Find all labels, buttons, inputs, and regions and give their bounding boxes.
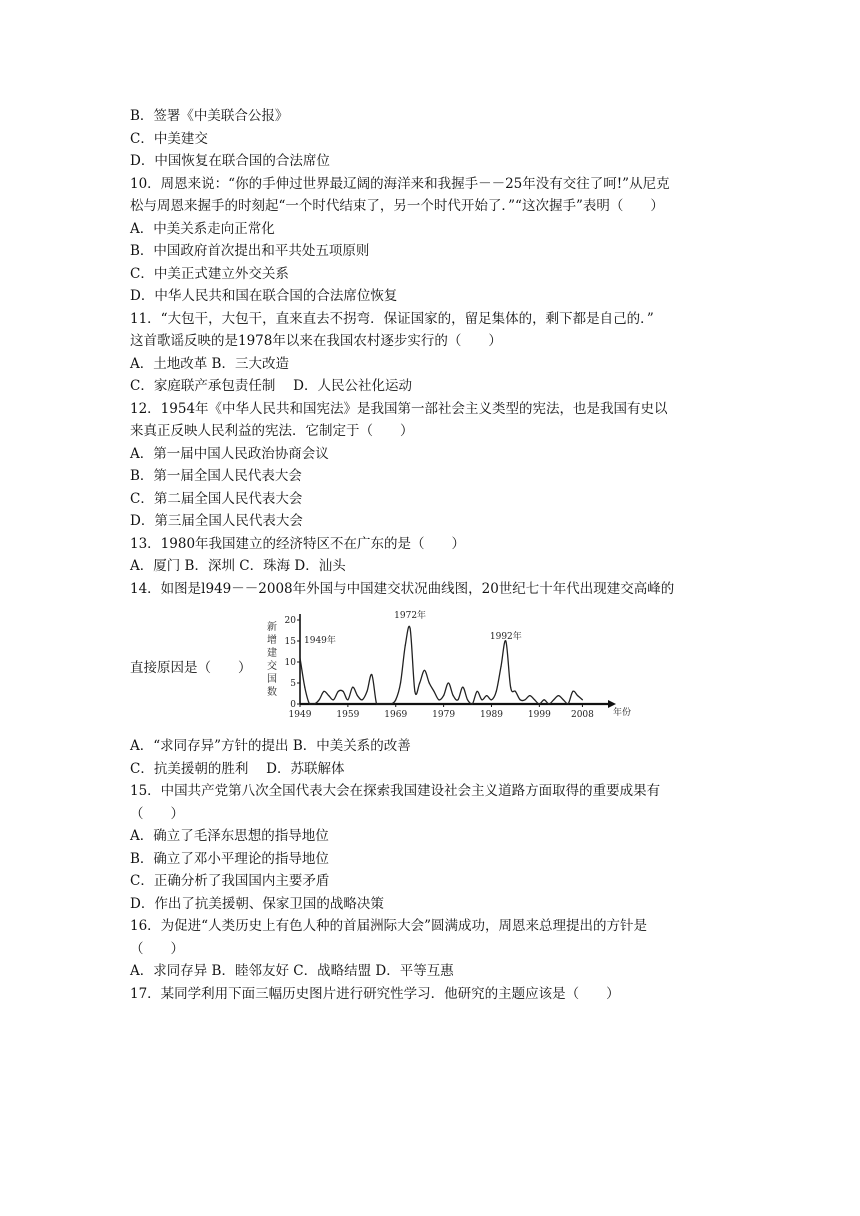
- data-point: [314, 703, 315, 704]
- y-tick-label: 5: [290, 679, 296, 689]
- question-14-tail: 直接原因是（ ）: [130, 660, 252, 676]
- text-line-8: D．中华人民共和国在联合国的合法席位恢复: [130, 288, 398, 304]
- data-point: [357, 695, 358, 696]
- data-point: [515, 691, 516, 692]
- annotation-label: 1972年: [394, 611, 427, 621]
- data-point: [424, 670, 425, 671]
- text-line-11: A．土地改革 B．三大改造: [130, 355, 289, 372]
- data-point: [563, 699, 564, 700]
- data-point: [491, 699, 492, 700]
- data-point: [582, 699, 583, 700]
- text-line-6: B．中国政府首次提出和平共处五项原则: [130, 243, 370, 259]
- data-point: [323, 691, 324, 692]
- data-point: [342, 691, 343, 692]
- data-point: [539, 703, 540, 704]
- data-point: [304, 687, 305, 688]
- data-point: [414, 691, 415, 692]
- y-axis-label: 新增建交国数: [267, 622, 277, 698]
- text-after-line-4: A．确立了毛泽东思想的指导地位: [130, 828, 329, 844]
- data-point: [376, 703, 377, 704]
- x-axis-arrow-icon: [608, 700, 616, 708]
- x-axis-label: 年份: [612, 708, 632, 718]
- text-after-line-10: A．求同存异 B．睦邻友好 C．战略结盟 D．平等互惠: [130, 963, 454, 979]
- data-point: [338, 691, 339, 692]
- text-line-4: 松与周恩来握手的时刻起“一个时代结束了，另一个时代开始了．”“这次握手”表明（ ）: [130, 198, 664, 214]
- annotation-label: 1992年: [489, 632, 522, 642]
- text-line-16: B．第一届全国人民代表大会: [130, 468, 302, 484]
- text-after-line-8: 16．为促进“人类历史上有色人种的首届洲际大会”圆满成功，周恩来总理提出的方针是: [130, 918, 647, 934]
- text-line-12: C．家庭联产承包责任制 D．人民公社化运动: [130, 378, 412, 394]
- chart-svg: [262, 608, 632, 730]
- data-point: [553, 699, 554, 700]
- data-point: [558, 695, 559, 696]
- data-point: [366, 691, 367, 692]
- text-line-2: D．中国恢复在联合国的合法席位: [130, 153, 330, 169]
- x-tick-label: 1959: [336, 710, 360, 720]
- text-line-17: C．第二届全国人民代表大会: [130, 490, 303, 507]
- y-tick-label: 0: [290, 700, 296, 710]
- y-tick-label: 10: [284, 658, 296, 668]
- y-tick-label: 15: [284, 637, 296, 647]
- data-point: [477, 691, 478, 692]
- text-after-line-3: （ ）: [130, 805, 184, 822]
- data-point: [409, 628, 410, 629]
- data-point: [433, 691, 434, 692]
- data-point: [352, 687, 353, 688]
- data-point: [496, 691, 497, 692]
- text-after-line-9: （ ）: [130, 940, 184, 957]
- data-point: [486, 695, 487, 696]
- data-point: [400, 682, 401, 683]
- data-point: [529, 695, 530, 696]
- text-line-3: 10．周恩来说：“你的手伸过世界最辽阔的海洋来和我握手－－25年没有交往了呵!”从尼克: [130, 175, 670, 192]
- text-line-5: A．中美关系走向正常化: [130, 220, 275, 237]
- data-point: [500, 666, 501, 667]
- data-point: [333, 699, 334, 700]
- data-point: [577, 695, 578, 696]
- data-point: [381, 703, 382, 704]
- data-point: [347, 699, 348, 700]
- data-point: [534, 699, 535, 700]
- text-line-18: D．第三届全国人民代表大会: [130, 513, 303, 529]
- series-line: [300, 626, 582, 704]
- data-point: [457, 699, 458, 700]
- data-point: [520, 699, 521, 700]
- data-point: [386, 703, 387, 704]
- data-point: [319, 699, 320, 700]
- data-point: [371, 674, 372, 675]
- data-point: [405, 645, 406, 646]
- text-line-15: A．第一届中国人民政治协商会议: [130, 445, 329, 462]
- text-after-line-11: 17．某同学利用下面三幅历史图片进行研究性学习．他研究的主题应该是（ ）: [130, 985, 620, 1002]
- diplomatic-relations-chart: [262, 608, 632, 730]
- data-point: [299, 657, 300, 658]
- data-point: [572, 691, 573, 692]
- x-tick-label: 1949: [288, 710, 312, 720]
- data-point: [510, 687, 511, 688]
- data-point: [438, 699, 439, 700]
- data-point: [362, 699, 363, 700]
- text-line-7: C．中美正式建立外交关系: [130, 265, 289, 282]
- text-line-21: 14．如图是l949－－2008年外国与中国建交状况曲线图，20世纪七十年代出现建交高峰的: [130, 580, 675, 597]
- text-line-10: 这首歌谣反映的是1978年以来在我国农村逐步实行的（ ）: [130, 333, 502, 349]
- text-after-line-1: C．抗美援朝的胜利 D．苏联解体: [130, 760, 345, 777]
- data-point: [567, 703, 568, 704]
- data-point: [472, 703, 473, 704]
- text-line-9: 11．“大包干，大包干，直来直去不拐弯．保证国家的，留足集体的，剩下都是自己的．”: [130, 310, 654, 327]
- text-line-20: A．厦门 B．深圳 C．珠海 D．汕头: [130, 558, 346, 574]
- x-tick-label: 1989: [480, 710, 503, 720]
- data-point: [443, 695, 444, 696]
- text-line-1: C．中美建交: [130, 130, 208, 147]
- data-point: [467, 699, 468, 700]
- data-point: [524, 699, 525, 700]
- text-after-line-2: 15．中国共产党第八次全国代表大会在探索我国建设社会主义道路方面取得的重要成果有: [130, 783, 661, 799]
- data-point: [448, 682, 449, 683]
- text-line-14: 来真正反映人民利益的宪法．它制定于（ ）: [130, 423, 414, 439]
- y-tick-label: 20: [284, 616, 296, 626]
- data-point: [462, 687, 463, 688]
- data-point: [544, 699, 545, 700]
- text-after-line-7: D．作出了抗美援朝、保家卫国的战略决策: [130, 895, 384, 912]
- data-point: [548, 703, 549, 704]
- text-after-line-5: B．确立了邓小平理论的指导地位: [130, 850, 329, 867]
- x-tick-label: 1969: [384, 710, 408, 720]
- data-point: [395, 699, 396, 700]
- data-point: [429, 682, 430, 683]
- text-after-line-6: C．正确分析了我国国内主要矛盾: [130, 873, 330, 889]
- text-line-13: 12．1954年《中华人民共和国宪法》是我国第一部社会主义类型的宪法，也是我国有史以: [130, 400, 668, 417]
- annotation-label: 1949年: [304, 636, 336, 647]
- data-point: [453, 695, 454, 696]
- data-point: [328, 695, 329, 696]
- data-point: [419, 682, 420, 683]
- x-tick-label: 2008: [570, 710, 594, 720]
- x-tick-label: 1979: [432, 710, 456, 720]
- text-after-line-0: A．“求同存异”方针的提出 B．中美关系的改善: [130, 738, 411, 754]
- text-line-19: 13．1980年我国建立的经济特区不在广东的是（ ）: [130, 535, 466, 552]
- data-point: [390, 703, 391, 704]
- data-point: [481, 699, 482, 700]
- data-point: [309, 703, 310, 704]
- text-line-0: B．签署《中美联合公报》: [130, 108, 289, 124]
- x-tick-label: 1999: [527, 710, 551, 720]
